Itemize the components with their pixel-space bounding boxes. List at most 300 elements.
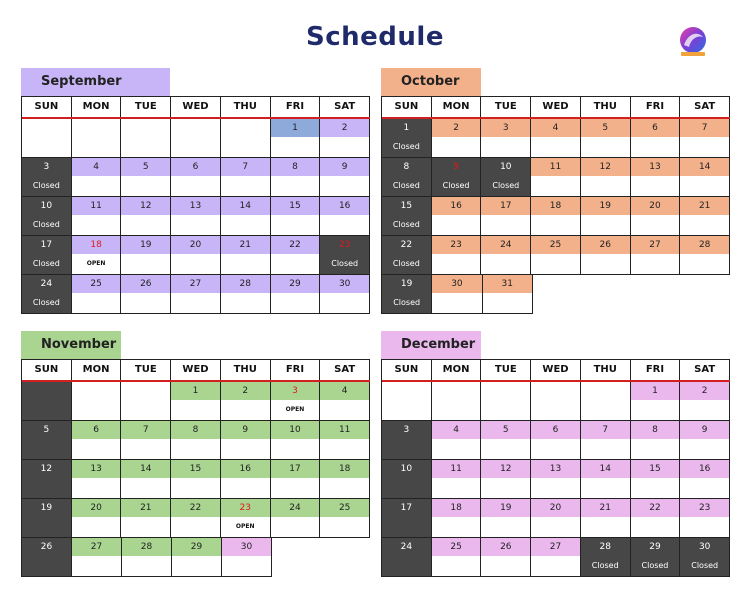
day-number xyxy=(581,382,630,400)
day-cell[interactable] xyxy=(72,158,122,197)
day-note: Closed xyxy=(392,181,420,190)
day-number xyxy=(631,275,680,293)
day-cell[interactable] xyxy=(320,197,370,236)
day-cell xyxy=(121,382,171,421)
day-cell[interactable] xyxy=(22,421,72,460)
day-cell[interactable] xyxy=(581,538,631,577)
day-note xyxy=(432,478,481,499)
day-note xyxy=(581,137,630,158)
weekday-tue: TUE xyxy=(481,97,531,117)
day-number: 2 xyxy=(221,382,270,400)
day-number xyxy=(432,382,481,400)
day-number: 19 xyxy=(581,197,630,215)
day-number: 18 xyxy=(320,460,369,478)
day-cell[interactable] xyxy=(22,460,72,499)
day-number: 16 xyxy=(320,197,369,215)
day-number: 27 xyxy=(72,538,121,556)
day-number: 4 xyxy=(72,158,121,176)
day-note xyxy=(631,400,680,421)
day-cell[interactable] xyxy=(221,382,271,421)
day-cell xyxy=(382,382,432,421)
day-number: 16 xyxy=(221,460,270,478)
day-cell[interactable] xyxy=(271,382,321,421)
day-number xyxy=(533,275,582,293)
day-number: 20 xyxy=(72,499,121,517)
day-note xyxy=(581,400,630,421)
day-cell[interactable] xyxy=(320,236,370,275)
day-cell[interactable] xyxy=(531,499,581,538)
day-cell[interactable] xyxy=(631,158,681,197)
weeks xyxy=(22,119,370,314)
weekday-mon: MON xyxy=(72,97,122,117)
day-number: 9 xyxy=(221,421,270,439)
day-cell[interactable] xyxy=(432,197,482,236)
day-cell[interactable] xyxy=(631,236,681,275)
day-note xyxy=(320,439,369,460)
day-cell[interactable] xyxy=(72,197,122,236)
day-cell[interactable] xyxy=(680,499,730,538)
day-note xyxy=(481,556,530,577)
weekday-wed: WED xyxy=(531,97,581,117)
day-number: 25 xyxy=(72,275,121,293)
day-note xyxy=(481,215,530,236)
day-cell[interactable] xyxy=(271,236,321,275)
day-cell[interactable] xyxy=(221,499,271,538)
month-label: December xyxy=(381,331,481,359)
day-cell[interactable] xyxy=(320,421,370,460)
day-number: 10 xyxy=(500,162,512,172)
day-note: Closed xyxy=(591,561,619,570)
day-cell[interactable] xyxy=(481,538,531,577)
weekday-thu: THU xyxy=(221,360,271,380)
day-note xyxy=(320,293,369,314)
day-cell[interactable] xyxy=(72,460,122,499)
day-note xyxy=(271,478,320,499)
day-note xyxy=(581,439,630,460)
day-cell[interactable] xyxy=(221,236,271,275)
day-cell[interactable] xyxy=(631,421,681,460)
day-cell[interactable] xyxy=(271,158,321,197)
day-number: 4 xyxy=(531,119,580,137)
day-note xyxy=(581,517,630,538)
day-cell[interactable] xyxy=(221,275,271,314)
day-cell[interactable] xyxy=(680,236,730,275)
day-cell[interactable] xyxy=(631,119,681,158)
day-note xyxy=(432,400,481,421)
day-number: 3 xyxy=(271,382,320,400)
day-cell[interactable] xyxy=(271,460,321,499)
day-note: Closed xyxy=(32,259,60,268)
day-cell[interactable] xyxy=(271,275,321,314)
day-cell[interactable] xyxy=(581,499,631,538)
day-cell[interactable] xyxy=(221,158,271,197)
day-number: 24 xyxy=(481,236,530,254)
day-cell[interactable] xyxy=(171,421,221,460)
day-note xyxy=(171,517,220,538)
day-number: 12 xyxy=(121,197,170,215)
weekday-fri: FRI xyxy=(631,360,681,380)
day-cell[interactable] xyxy=(171,275,221,314)
day-cell[interactable] xyxy=(221,460,271,499)
day-cell xyxy=(581,382,631,421)
day-cell[interactable] xyxy=(680,158,730,197)
day-note: Closed xyxy=(492,181,520,190)
day-note: Closed xyxy=(392,259,420,268)
day-note xyxy=(171,439,220,460)
day-cell[interactable] xyxy=(22,275,72,314)
day-cell[interactable] xyxy=(531,421,581,460)
day-note xyxy=(171,254,220,275)
day-cell[interactable] xyxy=(481,197,531,236)
day-cell xyxy=(171,119,221,158)
weekday-sat: SAT xyxy=(320,360,370,380)
weekday-mon: MON xyxy=(432,97,482,117)
day-cell[interactable] xyxy=(320,460,370,499)
day-note xyxy=(22,517,71,538)
day-cell[interactable] xyxy=(22,499,72,538)
day-number: 2 xyxy=(320,119,369,137)
day-cell[interactable] xyxy=(382,158,432,197)
day-cell[interactable] xyxy=(72,236,122,275)
day-number xyxy=(121,119,170,137)
day-cell[interactable] xyxy=(320,275,370,314)
day-number: 29 xyxy=(172,538,221,556)
day-cell[interactable] xyxy=(432,158,482,197)
day-number: 17 xyxy=(40,240,53,250)
day-number: 25 xyxy=(432,538,481,556)
day-cell[interactable] xyxy=(221,197,271,236)
day-cell[interactable] xyxy=(121,421,171,460)
day-note xyxy=(432,215,481,236)
day-cell xyxy=(681,275,730,314)
weekday-thu: THU xyxy=(221,97,271,117)
day-number: 14 xyxy=(121,460,170,478)
day-number: 11 xyxy=(432,460,481,478)
day-cell[interactable] xyxy=(432,236,482,275)
day-cell[interactable] xyxy=(631,382,681,421)
brand-logo-icon xyxy=(676,25,710,59)
day-number: 11 xyxy=(320,421,369,439)
day-number: 9 xyxy=(453,162,459,172)
day-number: 29 xyxy=(649,542,661,552)
day-number: 18 xyxy=(72,236,121,254)
day-cell[interactable] xyxy=(680,382,730,421)
weekday-wed: WED xyxy=(171,360,221,380)
day-cell[interactable] xyxy=(531,197,581,236)
day-note xyxy=(221,137,270,158)
day-note xyxy=(72,137,121,158)
day-cell xyxy=(481,382,531,421)
day-cell[interactable] xyxy=(432,119,482,158)
day-note xyxy=(22,137,71,158)
day-cell[interactable] xyxy=(221,421,271,460)
day-cell[interactable] xyxy=(171,382,221,421)
day-cell[interactable] xyxy=(222,538,272,577)
day-note: Closed xyxy=(641,561,669,570)
day-note xyxy=(272,556,321,577)
day-note xyxy=(631,293,680,314)
day-number: 7 xyxy=(581,421,630,439)
week-row xyxy=(22,538,370,577)
day-cell[interactable] xyxy=(271,421,321,460)
day-cell[interactable] xyxy=(172,538,222,577)
day-cell[interactable] xyxy=(481,460,531,499)
weekday-sun: SUN xyxy=(22,360,72,380)
month-september xyxy=(21,68,369,307)
day-cell[interactable] xyxy=(22,236,72,275)
day-cell[interactable] xyxy=(531,460,581,499)
day-number: 18 xyxy=(432,499,481,517)
day-cell[interactable] xyxy=(122,538,172,577)
day-number: 8 xyxy=(631,421,680,439)
day-cell[interactable] xyxy=(481,421,531,460)
day-cell[interactable] xyxy=(481,236,531,275)
week-row xyxy=(382,499,730,538)
day-cell[interactable] xyxy=(581,236,631,275)
day-cell[interactable] xyxy=(382,236,432,275)
day-cell[interactable] xyxy=(382,197,432,236)
day-note xyxy=(382,478,431,499)
day-number xyxy=(272,538,321,556)
day-cell[interactable] xyxy=(680,119,730,158)
day-note xyxy=(432,439,481,460)
day-number: 28 xyxy=(680,236,729,254)
day-cell[interactable] xyxy=(631,538,681,577)
day-cell[interactable] xyxy=(22,197,72,236)
calendar-grid xyxy=(381,96,730,314)
day-cell[interactable] xyxy=(680,197,730,236)
day-note xyxy=(271,293,320,314)
day-note xyxy=(531,400,580,421)
day-number: 6 xyxy=(631,119,680,137)
day-note xyxy=(22,478,71,499)
day-number: 26 xyxy=(40,542,53,552)
day-cell[interactable] xyxy=(531,538,581,577)
day-note xyxy=(171,478,220,499)
day-number: 23 xyxy=(221,499,270,517)
day-cell[interactable] xyxy=(631,197,681,236)
day-cell[interactable] xyxy=(171,158,221,197)
day-cell[interactable] xyxy=(680,421,730,460)
day-note xyxy=(171,176,220,197)
day-note xyxy=(582,293,631,314)
day-cell[interactable] xyxy=(171,236,221,275)
day-note xyxy=(221,215,270,236)
day-cell[interactable] xyxy=(382,119,432,158)
day-cell[interactable] xyxy=(72,538,122,577)
day-cell[interactable] xyxy=(432,538,482,577)
day-cell[interactable] xyxy=(382,460,432,499)
day-note xyxy=(531,215,580,236)
day-cell[interactable] xyxy=(481,158,531,197)
weekday-mon: MON xyxy=(432,360,482,380)
day-note xyxy=(72,293,121,314)
day-cell[interactable] xyxy=(581,460,631,499)
day-number: 20 xyxy=(171,236,220,254)
day-number: 5 xyxy=(121,158,170,176)
day-number: 29 xyxy=(271,275,320,293)
day-note xyxy=(531,176,580,197)
day-note xyxy=(581,254,630,275)
day-number: 23 xyxy=(338,240,351,250)
weekday-tue: TUE xyxy=(121,360,171,380)
day-cell xyxy=(432,382,482,421)
day-note xyxy=(481,517,530,538)
month-label: November xyxy=(21,331,121,359)
day-note: OPEN xyxy=(285,406,305,413)
day-note: Closed xyxy=(442,181,470,190)
day-number xyxy=(382,382,431,400)
day-note xyxy=(432,556,481,577)
day-cell[interactable] xyxy=(483,275,533,314)
day-number: 22 xyxy=(271,236,320,254)
day-number xyxy=(22,382,71,400)
weeks xyxy=(22,382,370,577)
day-cell[interactable] xyxy=(72,275,122,314)
day-cell[interactable] xyxy=(72,499,122,538)
day-number: 19 xyxy=(481,499,530,517)
day-number: 20 xyxy=(531,499,580,517)
day-cell[interactable] xyxy=(22,158,72,197)
day-cell[interactable] xyxy=(481,499,531,538)
day-cell[interactable] xyxy=(581,158,631,197)
weekday-tue: TUE xyxy=(481,360,531,380)
day-cell[interactable] xyxy=(531,158,581,197)
day-number: 5 xyxy=(581,119,630,137)
day-cell[interactable] xyxy=(382,421,432,460)
day-cell[interactable] xyxy=(481,119,531,158)
day-number: 30 xyxy=(320,275,369,293)
day-cell[interactable] xyxy=(382,275,432,314)
day-cell[interactable] xyxy=(171,197,221,236)
weekday-fri: FRI xyxy=(271,360,321,380)
day-cell[interactable] xyxy=(531,119,581,158)
day-number: 27 xyxy=(171,275,220,293)
day-cell[interactable] xyxy=(320,158,370,197)
day-number: 2 xyxy=(680,382,729,400)
day-number: 17 xyxy=(481,197,530,215)
day-number: 4 xyxy=(320,382,369,400)
day-note xyxy=(222,556,271,577)
weekday-sat: SAT xyxy=(680,360,730,380)
day-note xyxy=(481,137,530,158)
day-number xyxy=(221,119,270,137)
weekday-fri: FRI xyxy=(631,97,681,117)
day-cell[interactable] xyxy=(581,119,631,158)
day-note: Closed xyxy=(691,561,719,570)
day-number: 25 xyxy=(320,499,369,517)
day-note xyxy=(320,176,369,197)
day-note xyxy=(121,215,170,236)
day-note xyxy=(221,254,270,275)
day-number: 26 xyxy=(121,275,170,293)
day-cell[interactable] xyxy=(631,460,681,499)
day-cell[interactable] xyxy=(121,158,171,197)
day-cell[interactable] xyxy=(382,538,432,577)
weekday-tue: TUE xyxy=(121,97,171,117)
day-note xyxy=(531,254,580,275)
day-number: 1 xyxy=(271,119,320,137)
day-cell[interactable] xyxy=(680,460,730,499)
day-note xyxy=(271,439,320,460)
day-note xyxy=(121,254,170,275)
day-number: 22 xyxy=(400,240,413,250)
day-number: 30 xyxy=(698,542,711,552)
day-cell[interactable] xyxy=(171,499,221,538)
week-row xyxy=(382,158,730,197)
day-cell[interactable] xyxy=(271,197,321,236)
day-cell[interactable] xyxy=(581,197,631,236)
day-cell[interactable] xyxy=(121,236,171,275)
day-note xyxy=(320,478,369,499)
day-cell[interactable] xyxy=(22,538,72,577)
day-cell[interactable] xyxy=(432,499,482,538)
day-note: OPEN xyxy=(86,260,106,267)
day-number: 9 xyxy=(320,158,369,176)
day-number: 18 xyxy=(531,197,580,215)
day-number: 2 xyxy=(432,119,481,137)
weekday-header xyxy=(382,97,730,119)
day-cell[interactable] xyxy=(171,460,221,499)
day-cell[interactable] xyxy=(320,119,370,158)
day-number xyxy=(171,119,220,137)
day-cell[interactable] xyxy=(320,382,370,421)
day-cell[interactable] xyxy=(432,275,482,314)
day-cell[interactable] xyxy=(581,421,631,460)
day-cell[interactable] xyxy=(121,275,171,314)
day-note xyxy=(481,478,530,499)
day-note xyxy=(483,293,532,314)
day-cell[interactable] xyxy=(121,499,171,538)
day-cell[interactable] xyxy=(121,197,171,236)
day-cell[interactable] xyxy=(432,460,482,499)
day-cell[interactable] xyxy=(271,499,321,538)
day-cell[interactable] xyxy=(531,236,581,275)
day-number: 1 xyxy=(171,382,220,400)
day-cell[interactable] xyxy=(680,538,730,577)
month-label: October xyxy=(381,68,481,96)
day-number: 8 xyxy=(171,421,220,439)
day-cell[interactable] xyxy=(631,499,681,538)
week-row xyxy=(22,236,370,275)
day-number: 7 xyxy=(121,421,170,439)
day-cell xyxy=(582,275,631,314)
day-note xyxy=(631,215,680,236)
day-cell[interactable] xyxy=(121,460,171,499)
day-note: Closed xyxy=(32,181,60,190)
day-number: 14 xyxy=(581,460,630,478)
day-number: 10 xyxy=(40,201,53,211)
day-note xyxy=(171,137,220,158)
day-cell[interactable] xyxy=(72,421,122,460)
day-number: 20 xyxy=(631,197,680,215)
day-note xyxy=(72,176,121,197)
day-cell[interactable] xyxy=(432,421,482,460)
week-row xyxy=(382,382,730,421)
day-number xyxy=(121,382,170,400)
day-number: 19 xyxy=(121,236,170,254)
day-note xyxy=(72,478,121,499)
day-number: 1 xyxy=(631,382,680,400)
day-number xyxy=(72,119,121,137)
day-cell[interactable] xyxy=(382,499,432,538)
day-note xyxy=(681,293,730,314)
day-cell[interactable] xyxy=(320,499,370,538)
week-row xyxy=(382,460,730,499)
day-cell[interactable] xyxy=(271,119,321,158)
weekday-sun: SUN xyxy=(22,97,72,117)
day-number: 28 xyxy=(599,542,611,552)
